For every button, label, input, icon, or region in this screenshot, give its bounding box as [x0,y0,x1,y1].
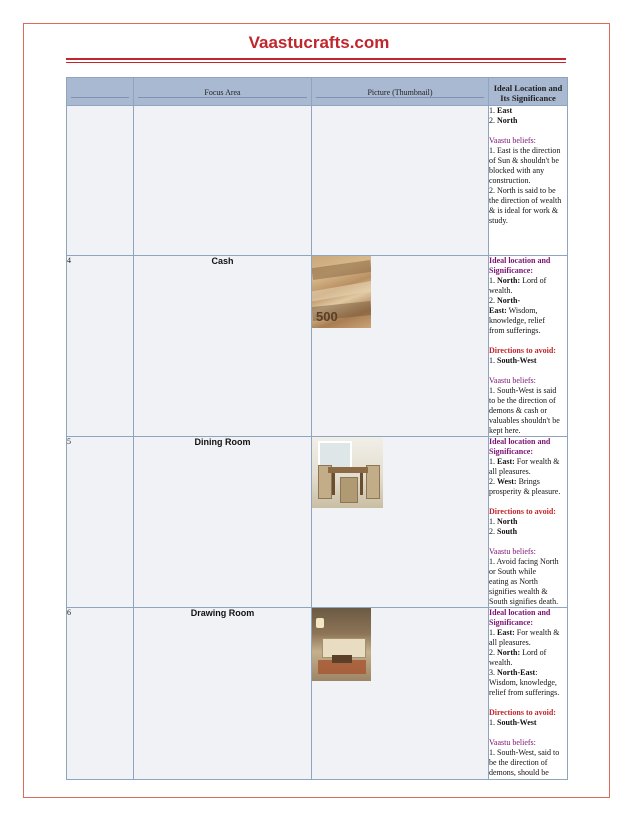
cell-info: 1. East 2. North Vaastu beliefs: 1. East is the direction of Sun & shouldn't be blocked with any construction. 2. North is said to be the direction of wealth & is ideal for work & study. [489,106,568,256]
vaastu-table [66,77,568,780]
cell-picture [312,256,489,437]
header-ideal-location: Ideal Location and Its Significance [489,78,568,106]
table-row [67,106,568,256]
table-row [67,256,568,437]
header-number [67,78,134,106]
table-row [67,437,568,608]
cell-area [134,106,312,256]
cash-thumbnail: 500 [312,256,371,328]
drawing-room-thumbnail [312,608,371,681]
site-title: Vaastucrafts.com [248,33,390,52]
table-row [67,608,568,780]
cell-info: Ideal location and Significance: 1. East: For wealth & all pleasures. 2. North: Lord of wealth. 3. North-East: Wisdom, knowledge, relief from sufferings. Directions to avoid: 1. South-West Vaastu beliefs: 1. South-West, said to be the direction of demons, should be [489,608,568,780]
cell-picture [312,106,489,256]
focus-area-dining-room: Dining Room [134,437,312,608]
dining-room-thumbnail [312,437,383,508]
cell-picture [312,437,489,608]
header-picture: Picture (Thumbnail) [312,78,489,106]
header-focus-area: Focus Area [134,78,312,106]
cell-info: Ideal location and Significance: 1. North: Lord of wealth. 2. North- East: Wisdom, knowledge, relief from sufferings. Directions to avoid: 1. South-West Vaastu beliefs: 1. South-West is said to be the direction of demons & cash or valuables shouldn't be kept here. [489,256,568,437]
focus-area-cash: Cash [134,256,312,437]
row-number: 4 [67,256,134,437]
title-rule [66,58,566,60]
cell-picture [312,608,489,780]
row-number: 6 [67,608,134,780]
cell-number [67,106,134,256]
cell-info: Ideal location and Significance: 1. East: For wealth & all pleasures. 2. West: Brings prosperity & pleasure. Directions to avoid: 1. North 2. South Vaastu beliefs: 1. Avoid facing North or South while eating as North signifies wealth & South signifies death. [489,437,568,608]
focus-area-drawing-room: Drawing Room [134,608,312,780]
table-header-row [67,78,568,106]
row-number: 5 [67,437,134,608]
title-rule-thin [66,62,566,63]
